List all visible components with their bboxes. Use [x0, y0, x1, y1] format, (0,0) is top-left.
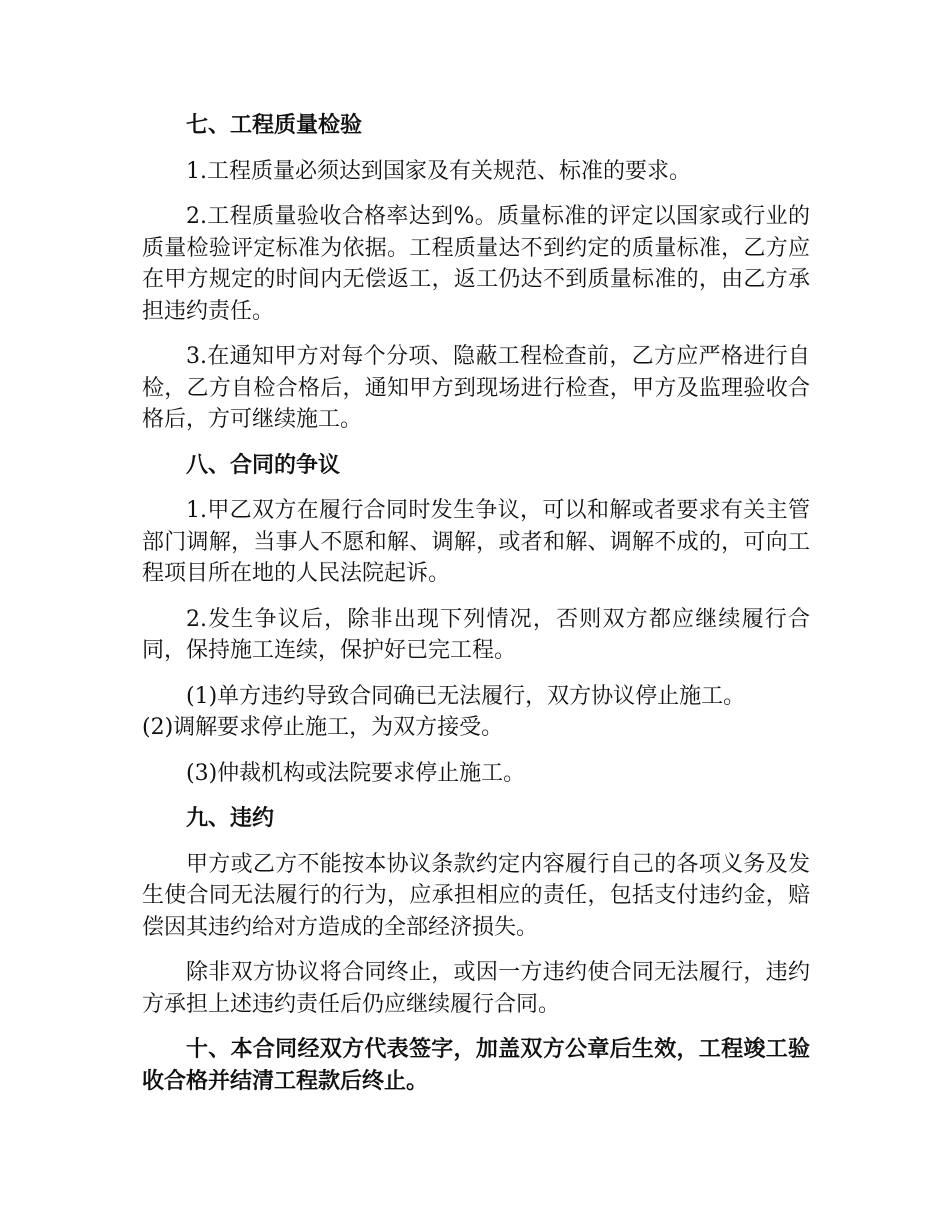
section-9-clause-1: 甲方或乙方不能按本协议条款约定内容履行自己的各项义务及发生使合同无法履行的行为，应承担相应的责任，包括支付违约金，赔偿因其违约给对方造成的全部经济损失。 [142, 851, 810, 940]
section-8-title: 八、合同的争议 [186, 452, 341, 478]
section-9-title: 九、违约 [186, 806, 275, 831]
section-8-item-3: (3)仲裁机构或法院要求停止施工。 [186, 760, 526, 786]
section-7-clause-3: 3.在通知甲方对每个分项、隐蔽工程检查前，乙方应严格进行自检，乙方自检合格后，通知甲方到现场进行检查，甲方及监理验收合格后，方可继续施工。 [142, 344, 810, 432]
section-10-clause: 十、本合同经双方代表签字，加盖双方公章后生效，工程竣工验收合格并结清工程款后终止。 [142, 1037, 810, 1094]
section-8-item-1: (1)单方违约导致合同确已无法履行，双方协议停止施工。 [186, 683, 746, 709]
section-9-clause-2: 除非双方协议将合同终止，或因一方违约使合同无法履行，违约方承担上述违约责任后仍应继续履行合同。 [142, 960, 810, 1017]
section-7-title: 七、工程质量检验 [186, 113, 363, 138]
section-8-clause-1: 1.甲乙双方在履行合同时发生争议，可以和解或者要求有关主管部门调解，当事人不愿和解、调解，或者和解、调解不成的，可向工程项目所在地的人民法院起诉。 [142, 498, 810, 586]
section-8-clause-2: 2.发生争议后，除非出现下列情况，否则双方都应继续履行合同，保持施工连续，保护好已完工程。 [142, 606, 810, 663]
section-7-clause-1: 1.工程质量必须达到国家及有关规范、标准的要求。 [186, 158, 691, 184]
section-8-item-2: (2)调解要求停止施工，为双方接受。 [142, 715, 504, 740]
section-7-clause-2: 2.工程质量验收合格率达到%。质量标准的评定以国家或行业的质量检验评定标准为依据。工程质量达不到约定的质量标准，乙方应在甲方规定的时间内无偿返工，返工仍达不到质量标准的，由乙方承担违约责任。 [142, 204, 810, 324]
document-page [142, 110, 810, 1097]
